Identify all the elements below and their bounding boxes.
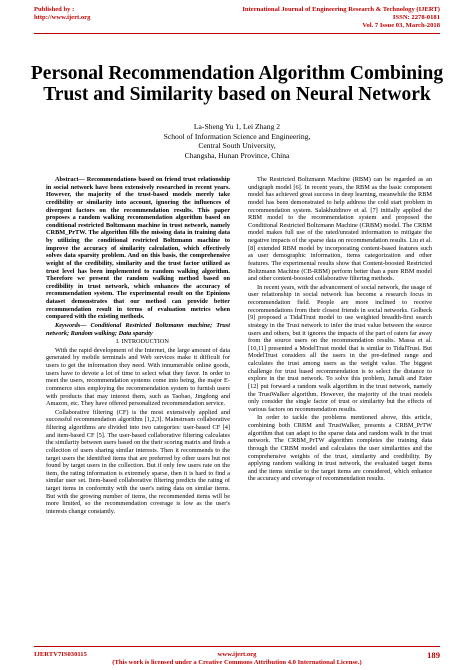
footer-center: [0, 651, 474, 667]
volume-issue: Vol. 7 Issue 03, March-2018: [362, 22, 440, 30]
journal-name: International Journal of Engineering Research & Technology (IJERT): [242, 6, 440, 13]
paragraph: Collaborative filtering (CF) is the most extensively applied and successful recommendation algorithm [1,2,3]. Mainstream collaborative filtering algorithms are divided into two categories: user-based CF [4] and item-based CF [5]. The user-based collaborative filtering calculates the similarity between users based on the their scoring matrix and finds a collection of users sharing similar interests. Then it recommends to the target users the identified items that are preferred by other users but not found by target users in the collection. But if only few users rate on the item, the rating information is extremely sparse, then it is hard to find a similar user set. Item-based collaborative filtering predicts the rating of target items in conformity with the user's rating data on similar items. But with the growing number of items, the recommended items will be more limited, so the recommendation coverage is low as the user's interests change constantly.: [46, 408, 230, 515]
page-number: 189: [427, 650, 440, 660]
footer-divider: [34, 646, 440, 647]
affiliation-university: Central South University,: [198, 141, 276, 151]
paper-title: [20, 63, 454, 105]
paragraph: In order to tackle the problems mentioned above, this article, combining both CRBM and TrustWalker, presents a CRBM_PrTW algorithm that can adapt to the sparse data and random walk in the trust network. The CRBM_PrTW algorithm completes the training data through the CRBM model and calculates the user similarities and the comprehensive weights of the trust, similarity and credibility. By applying random walking in trust network, the evaluated target items and the items similar to the target items are considered, which enhance the accuracy and coverage of recommendation results.: [248, 414, 432, 483]
journal-header-right: [242, 6, 440, 31]
affiliation-school: School of Information Science and Engineering,: [163, 131, 311, 141]
header-divider: [34, 33, 440, 34]
left-column: [46, 176, 230, 517]
title-line-2: Trust and Similarity based on Neural Network: [43, 84, 431, 105]
footer-url[interactable]: www.ijert.org: [217, 651, 257, 658]
index-terms: Keywords— Conditional Restricted Boltzmann machine; Trust network; Random walking; Data sparsity: [46, 321, 230, 337]
paragraph: In recent years, with the advancement of social network, the usage of user relationship in social network has become a research focus in recommendation field. People are more inclined to receive recommendations from their closest friends in social networks. Golbeck [9] proposed a TidalTrust model to use weighted breadth-first search strategy in the Trust network to infer the trust value between the source users and others, but it ignores the impacts of the part of raters far away from the source users on the recommendation results. Massa et al. [10,11] presented a ModelTrust model that is similar to TidalTrust. But ModelTrust considers all the users in the pre-defined range and calculates the trust among users as the weight value. The biggest challenge for trust based recommendation is to select the distance to explore in the trust network. To solve this problem, Jamali and Ester [12] put forward a random walk algorithm in the trust network, namely the TrustWalker algorithm. However, the majority of the trust models only consider the single factor of trust or similarity but the effects of various factors on recommendation results.: [248, 283, 432, 413]
paragraph: The Restricted Boltzmann Machine (RBM) can be regarded as an undigraph model [6]. In recent years, the RBM as the basic component model has achieved great success in deep learning, meanwhile the RBM model has been demonstrated to help address the cold start problem in recommendation system. Salakhutdinov et al. [7] initially applied the RBM model to the recommendation system and proposed the Conditional Restricted Boltzmann Machine (CRBM) model. The CRBM model makes full use of the rated/unrated information to mitigate the negative impacts of the sparse data on recommendation results. Liu et al. [8] extended RBM model by incorporating content-based features such as user demographic information, items categorization and other features. The experimental results show that Content-boosted Restricted Boltzmann Machine (CB-RBM) perform better than a pure RBM model and other content-boosted collaborative filtering methods.: [248, 176, 432, 283]
paper-id: IJERTV7IS030115: [34, 651, 87, 658]
publisher-url[interactable]: http://www.ijert.org: [34, 14, 91, 22]
right-column: [248, 176, 432, 484]
affiliation-location: Changsha, Hunan Province, China: [184, 150, 290, 160]
section-heading-introduction: I. INTRODUCTION: [116, 338, 169, 346]
abstract: Abstract— Recommendations based on friend trust relationship in social network have been extensively researched in recent years. However, the majority of the trust-based models merely take credibility or similarity into account, ignoring the influences of divergent factors on the recommendation results. This paper proposes a random walking recommendation algorithm based on conditional restricted Boltzmann machine in trust network, namely CRBM_PrTW. The algorithm fills the missing data in training data by utilizing the conditional restricted Boltzmann machine to improve the accuracy of similarity calculation, which effectively solves data sparsity problem. And on this basis, the comprehensive weight of the credibility, similarity and the trust factor utilized as trust level has been implemented to random walking algorithm. Therefore we present the random walking method based on credibility in trust network, which enhances the accuracy of recommendation system. The experimental result on the Epinions dataset demonstrates that our method can provide better recommendation result in terms of evaluation metrics when compared with the existing methods.: [46, 176, 230, 321]
license-note: (This work is licensed under a Creative Commons Attribution 4.0 International License.): [112, 659, 362, 666]
author-block: [0, 122, 474, 160]
journal-header-left: [34, 6, 90, 22]
paragraph: With the rapid development of the Internet, the large amount of data generated by mobile terminals and Web services make it difficult for users to get the information they need. With innumerable online goods, users have to devote a lot of time to select what they favor. In order to meet the users, recommendation systems come into being, the major E-commerce sites employing the recommendation system to furnish users with products that may interest them, such as Taobao, Jingdong and Amazon, etc. They have offered personalized recommendation service.: [46, 346, 230, 408]
publisher-label: Published by :: [34, 6, 75, 13]
author-names: La-Sheng Yu 1, Lei Zhang 2: [193, 122, 281, 131]
title-line-1: Personal Recommendation Algorithm Combining: [30, 63, 444, 84]
issn: ISSN: 2278-0181: [392, 14, 440, 22]
